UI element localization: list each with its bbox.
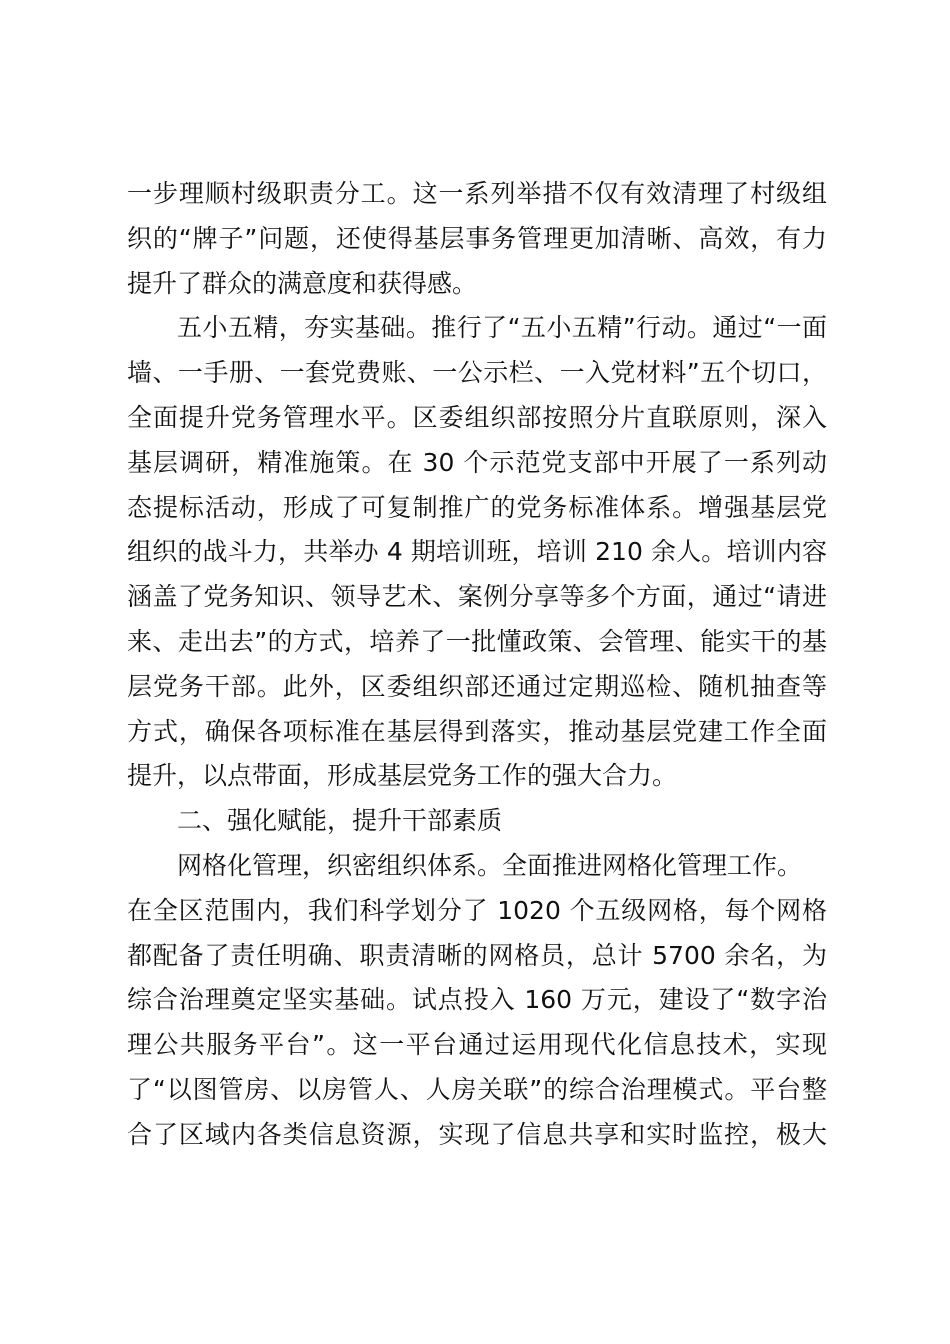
paragraph-line: 合了区域内各类信息资源，实现了信息共享和实时监控，极大 (127, 1119, 827, 1149)
paragraph-line: 提升，以点带面，形成基层党务工作的强大合力。 (127, 761, 678, 791)
document-body (127, 172, 827, 1158)
paragraph-line: 综合治理奠定坚实基础。试点投入 160 万元，建设了“数字治 (127, 985, 827, 1015)
paragraph-line: 来、走出去”的方式，培养了一批懂政策、会管理、能实干的基 (127, 626, 827, 656)
paragraph-line: 组织的战斗力，共举办 4 期培训班，培训 210 余人。培训内容 (127, 537, 827, 567)
paragraph-line: 墙、一手册、一套党费账、一公示栏、一入党材料”五个切口， (127, 358, 827, 388)
paragraph-line: 五小五精，夯实基础。推行了“五小五精”行动。通过“一面 (177, 313, 827, 343)
paragraph-line: 都配备了责任明确、职责清晰的网格员，总计 5700 余名，为 (127, 940, 827, 970)
paragraph-line: 网格化管理，织密组织体系。全面推进网格化管理工作。 (177, 850, 803, 880)
paragraph-line: 方式，确保各项标准在基层得到落实，推动基层党建工作全面 (127, 716, 827, 746)
paragraph-line: 在全区范围内，我们科学划分了 1020 个五级网格，每个网格 (127, 895, 827, 925)
paragraph-line: 理公共服务平台”。这一平台通过运用现代化信息技术，实现 (127, 1030, 827, 1060)
paragraph-line: 层党务干部。此外，区委组织部还通过定期巡检、随机抽查等 (127, 671, 827, 701)
paragraph-line: 涵盖了党务知识、领导艺术、案例分享等多个方面，通过“请进 (127, 582, 827, 612)
paragraph-line: 态提标活动，形成了可复制推广的党务标准体系。增强基层党 (127, 492, 827, 522)
paragraph-line: 一步理顺村级职责分工。这一系列举措不仅有效清理了村级组 (127, 179, 827, 208)
section-heading: 二、强化赋能，提升干部素质 (177, 806, 503, 836)
paragraph-line: 织的“牌子”问题，还使得基层事务管理更加清晰、高效，有力 (127, 223, 827, 253)
paragraph-line: 提升了群众的满意度和获得感。 (127, 268, 478, 298)
paragraph-line: 全面提升党务管理水平。区委组织部按照分片直联原则，深入 (127, 402, 827, 432)
paragraph-line: 了“以图管房、以房管人、人房关联”的综合治理模式。平台整 (127, 1074, 827, 1104)
paragraph-line: 基层调研，精准施策。在 30 个示范党支部中开展了一系列动 (127, 447, 827, 477)
